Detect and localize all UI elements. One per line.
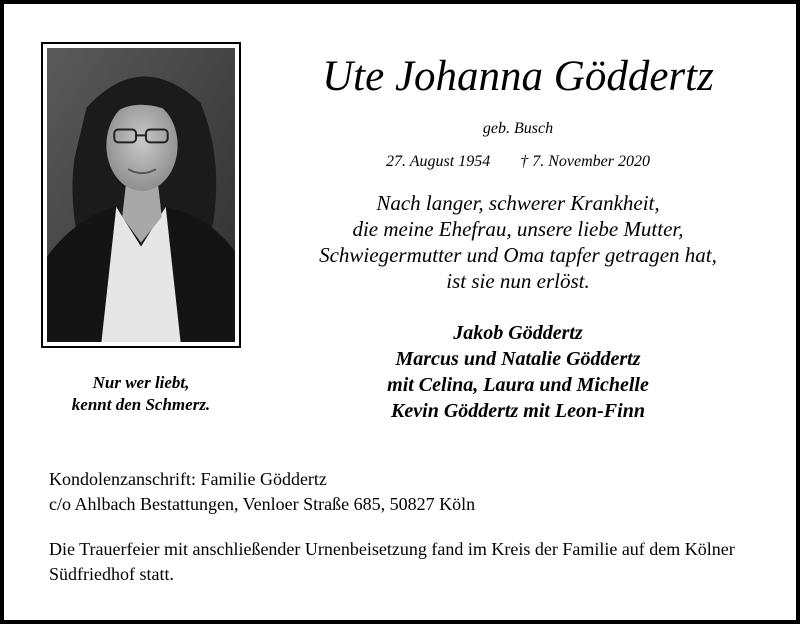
- life-dates: [274, 151, 762, 173]
- text-line: ist sie nun erlöst.: [446, 269, 590, 293]
- text-line: die meine Ehefrau, unsere liebe Mutter,: [352, 217, 684, 241]
- maiden-name: geb. Busch: [482, 120, 554, 137]
- death-date: † 7. November 2020: [520, 153, 650, 170]
- portrait-photo: [47, 48, 235, 342]
- photo-frame: [41, 42, 241, 348]
- text-line: Nach langer, schwerer Krankheit,: [376, 191, 660, 215]
- mourner: Marcus und Natalie Göddertz: [395, 348, 641, 370]
- text-line: Schwiegermutter und Oma tapfer getragen hat,: [319, 243, 717, 267]
- ceremony-note: Die Trauerfeier mit anschließender Urnenbeisetzung fand im Kreis der Familie auf dem Kölner Südfriedhof statt.: [49, 539, 735, 584]
- mourner: Jakob Göddertz: [453, 322, 583, 344]
- motto-line: kennt den Schmerz.: [71, 395, 211, 414]
- birth-date: 27. August 1954: [386, 153, 491, 170]
- motto: [34, 372, 248, 416]
- condolence-address: [49, 467, 769, 517]
- condolence-line: Kondolenzanschrift: Familie Göddertz: [49, 469, 327, 489]
- mourner: Kevin Göddertz mit Leon-Finn: [391, 400, 645, 422]
- mourners-list: [274, 320, 762, 424]
- mourner: mit Celina, Laura und Michelle: [387, 374, 649, 396]
- condolence-line: c/o Ahlbach Bestattungen, Venloer Straße 685, 50827 Köln: [49, 494, 476, 514]
- deceased-name: Ute Johanna Göddertz: [322, 53, 714, 100]
- motto-line: Nur wer liebt,: [92, 373, 190, 392]
- obituary-text: [274, 190, 762, 294]
